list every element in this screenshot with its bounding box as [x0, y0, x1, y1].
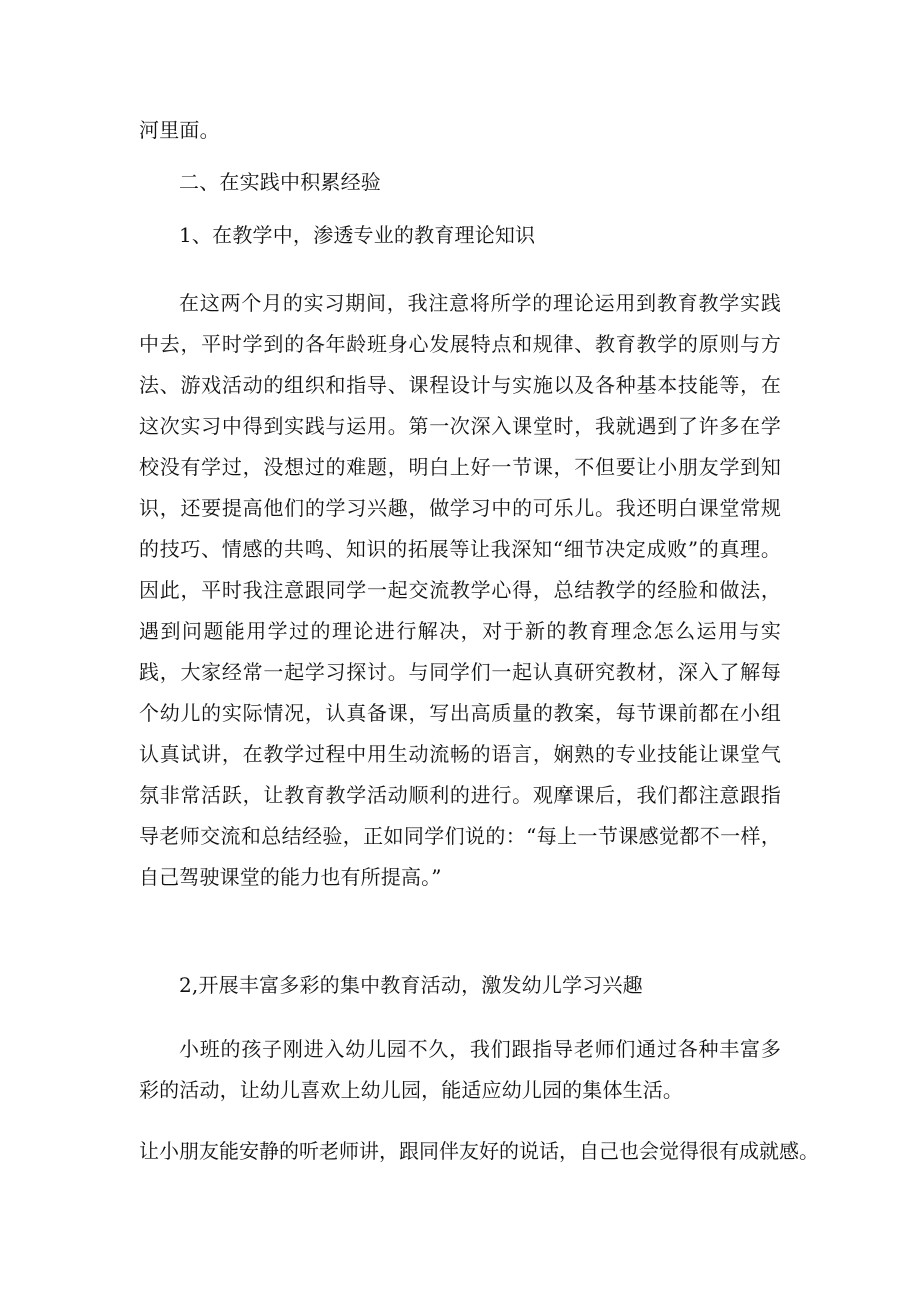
- body-paragraph-1: 在这两个月的实习期间，我注意将所学的理论运用到教育教学实践中去，平时学到的各年龄班身心发展特点和规律、教育教学的原则与方法、游戏活动的组织和指导、课程设计与实施以及各种基本技能等，在这次实习中得到实践与运用。第一次深入课堂时，我就遇到了许多在学校没有学过，没想过的难题，明白上好一节课，不但要让小朋友学到知识，还要提高他们的学习兴趣，做学习中的可乐儿。我还明白课堂常规的技巧、情感的共鸣、知识的拓展等让我深知“细节决定成败”的真理。因此，平时我注意跟同学一起交流教学心得，总结教学的经脸和做法，遇到问题能用学过的理论进行解决，对于新的教育理念怎么运用与实践，大家经常一起学习探讨。与同学们一起认真研究教材，深入了解每个幼儿的实际情况，认真备课，写出高质量的教案，每节课前都在小组认真试讲，在教学过程中用生动流畅的语言，娴熟的专业技能让课堂气氛非常活跃，让教育教学活动顺利的进行。观摩课后，我们都注意跟指导老师交流和总结经验，正如同学们说的：“每上一节课感觉都不一样，自己驾驶课堂的能力也有所提高。”: [139, 291, 781, 889]
- subsection-heading-1: 1、在教学中，渗透专业的教育理论知识: [179, 223, 536, 247]
- text-line-continuation: 河里面。: [139, 118, 220, 142]
- section-heading: 二、在实践中积累经验: [179, 170, 381, 194]
- subsection-heading-2: 2,开展丰富多彩的集中教育活动，激发幼儿学习兴趣: [179, 973, 643, 997]
- text-line-final: 让小朋友能安静的听老师讲，跟同伴友好的说话，自己也会觉得很有成就感。: [139, 1139, 819, 1163]
- body-paragraph-2: 小班的孩子刚进入幼儿园不久，我们跟指导老师们通过各种丰富多彩的活动，让幼儿喜欢上幼儿园，能适应幼儿园的集体生活。: [139, 1037, 781, 1102]
